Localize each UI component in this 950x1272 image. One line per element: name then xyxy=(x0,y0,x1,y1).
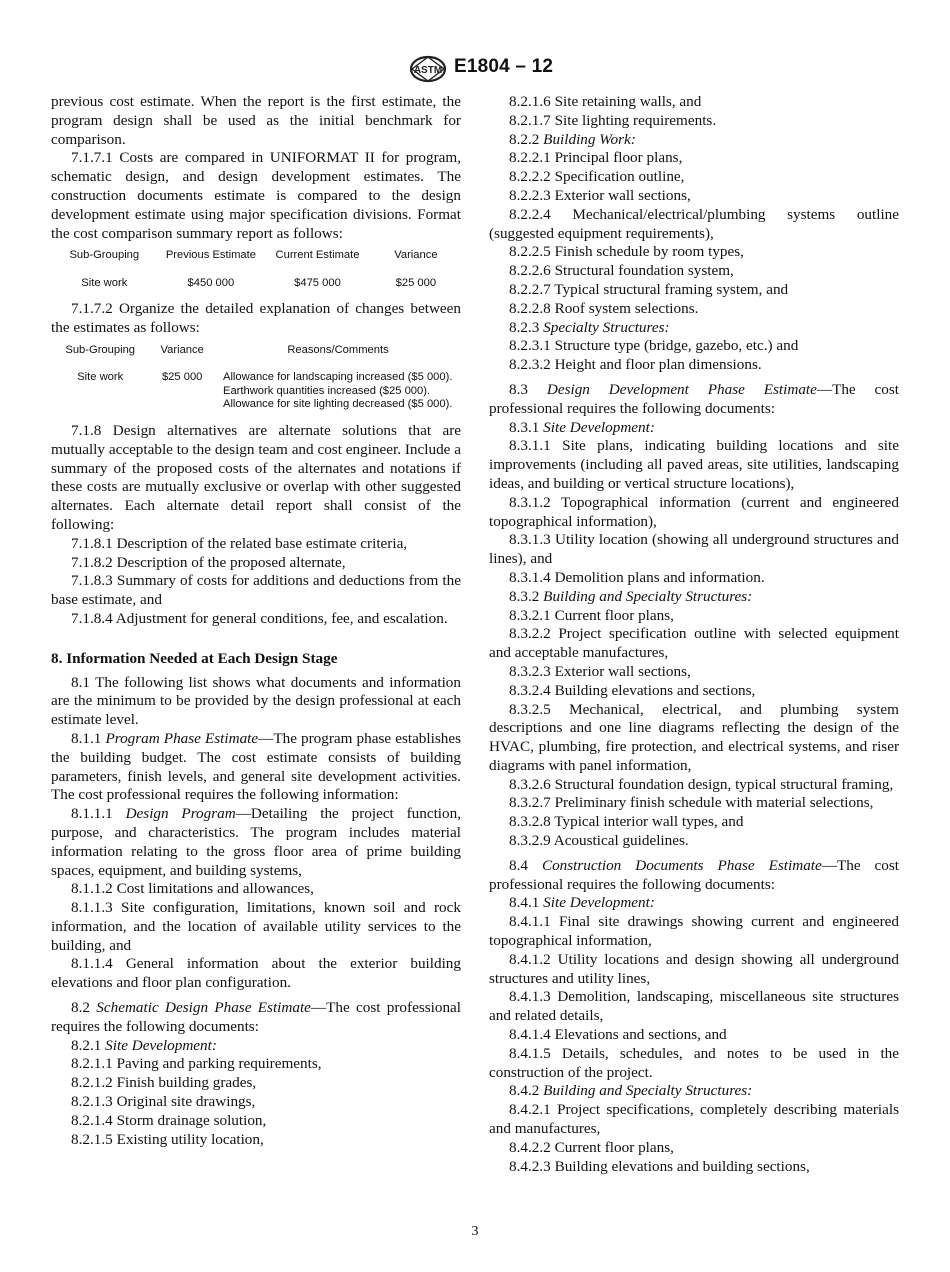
paragraph: 8.4.1.2 Utility locations and design showing all underground structures and utility lines, xyxy=(489,950,899,987)
paragraph: 8.3.1.2 Topographical information (current and engineered topographical information), xyxy=(489,493,899,530)
clause-title: Construction Documents Phase Estimate xyxy=(541,856,822,874)
clause-number: 8.4.2 xyxy=(509,1082,540,1100)
paragraph xyxy=(489,894,899,913)
paragraph: 8.2.2.5 Finish schedule by room types, xyxy=(509,243,744,261)
clause-number: 8.4 xyxy=(509,856,528,874)
paragraph: 7.1.7.2 Organize the detailed explanation of changes between the estimates as follows: xyxy=(51,300,461,337)
paragraph: 8.2.1.3 Original site drawings, xyxy=(71,1093,256,1111)
paragraph: 8.2.2.4 Mechanical/electrical/plumbing systems outline (suggested equipment requirements), xyxy=(489,205,899,242)
paragraph xyxy=(51,730,461,805)
table-cell: Site work xyxy=(81,276,128,289)
table-cell: Allowance for landscaping increased ($5 000). Earthwork quantities increased ($25 000). Allowance for site lighting decreased ($5 000). xyxy=(222,371,453,411)
cost-comparison-summary-table xyxy=(51,247,461,294)
left-column xyxy=(51,93,461,1149)
document-designation: E1804 – 12 xyxy=(454,56,554,77)
column-header: Previous Estimate xyxy=(165,249,256,262)
column-header: Reasons/Comments xyxy=(287,343,389,356)
paragraph: 8.2.2.6 Structural foundation system, xyxy=(509,262,734,280)
clause-title: Program Phase Estimate xyxy=(105,729,259,747)
paragraph xyxy=(489,857,899,895)
paragraph xyxy=(489,419,899,438)
paragraph: 8.4.1.4 Elevations and sections, and xyxy=(509,1026,727,1044)
paragraph: 8.4.1.5 Details, schedules, and notes to be used in the construction of the project. xyxy=(489,1044,899,1081)
paragraph: 8.2.3.1 Structure type (bridge, gazebo, etc.) and xyxy=(509,337,799,355)
clause-text: —The program phase establishes the building budget. The cost estimate consists of building parameters, finish levels, and general site development activities. The cost professional requires the following information: xyxy=(51,729,461,804)
paragraph: 7.1.8.2 Description of the proposed alternate, xyxy=(71,553,346,571)
table-cell: $450 000 xyxy=(187,276,235,289)
clause-text: —The cost professional requires the following documents: xyxy=(51,999,462,1035)
paragraph: 8.2.3.2 Height and floor plan dimensions. xyxy=(509,356,762,374)
right-column xyxy=(489,93,899,1176)
clause-text: —The cost professional requires the following documents: xyxy=(489,856,899,893)
paragraph: 8.4.1.1 Final site drawings showing current and engineered topographical information, xyxy=(489,913,899,950)
paragraph: 8.2.1.6 Site retaining walls, and xyxy=(509,93,702,110)
table-cell: $25 000 xyxy=(395,276,437,289)
paragraph xyxy=(489,319,899,338)
paragraph: previous cost estimate. When the report is the first estimate, the program design shall be used as the initial benchmark for comparison. xyxy=(51,93,461,148)
clause-text: —The cost professional requires the following documents: xyxy=(489,380,900,417)
paragraph xyxy=(51,805,461,880)
paragraph: 8.2.2.8 Roof system selections. xyxy=(509,299,699,317)
paragraph: 8.3.2.8 Typical interior wall types, and xyxy=(509,813,744,831)
paragraph: 8.2.1.2 Finish building grades, xyxy=(71,1074,257,1092)
paragraph: 7.1.8.4 Adjustment for general conditions, fee, and escalation. xyxy=(71,609,448,627)
table-cell: Site work xyxy=(77,371,124,384)
clause-title: Site Development: xyxy=(543,894,655,912)
paragraph: 8.3.1.1 Site plans, indicating building locations and site improvements (including all paved areas, site utilities, landscaping ideas, and building or vertical structure locations), xyxy=(489,437,899,492)
clause-number: 8.2.2 xyxy=(509,130,540,148)
clause-number: 8.3 xyxy=(509,380,528,398)
clause-title: Site Development: xyxy=(543,418,655,436)
column-header: Current Estimate xyxy=(275,249,360,262)
astm-logo-icon xyxy=(408,54,448,84)
paragraph: 8.3.1.3 Utility location (showing all underground structures and lines), and xyxy=(489,531,899,568)
paragraph: 7.1.8.3 Summary of costs for additions and deductions from the base estimate, and xyxy=(51,572,461,609)
section-heading: 8. Information Needed at Each Design Stage xyxy=(51,649,338,667)
paragraph: 8.4.2.3 Building elevations and building sections, xyxy=(509,1157,810,1175)
paragraph: 8.4.2.2 Current floor plans, xyxy=(509,1138,674,1156)
paragraph xyxy=(51,1037,461,1056)
clause-title: Design Program xyxy=(125,805,236,823)
column-header: Variance xyxy=(394,249,438,262)
column-header: Sub-Grouping xyxy=(65,343,136,356)
paragraph: 8.2.2.7 Typical structural framing system, and xyxy=(509,280,789,298)
clause-number: 8.2 xyxy=(71,999,90,1017)
table-row xyxy=(51,369,461,416)
clause-number: 8.1.1 xyxy=(71,729,102,747)
paragraph: 8.1.1.4 General information about the exterior building elevations and floor plan configuration. xyxy=(51,955,461,992)
column-header: Variance xyxy=(160,343,204,356)
clause-title: Specialty Structures: xyxy=(543,318,670,336)
clause-number: 8.2.3 xyxy=(509,318,540,336)
paragraph: 8.2.1.1 Paving and parking requirements, xyxy=(71,1055,322,1073)
page-header xyxy=(0,52,950,86)
clause-title: Site Development: xyxy=(105,1036,217,1054)
table-header-row xyxy=(51,342,461,370)
clause-number: 8.4.1 xyxy=(509,894,540,912)
svg-text:ASTM: ASTM xyxy=(413,65,443,76)
paragraph: 7.1.7.1 Costs are compared in UNIFORMAT II for program, schematic design, and design development estimates. The construction documents estimate is compared to the design development estimate using major specification divisions. Format the cost comparison summary report as follows: xyxy=(51,149,461,242)
paragraph: 8.3.2.5 Mechanical, electrical, and plumbing system descriptions and one line diagrams reflecting the design of the HVAC, plumbing, fire protection, and electrical systems, and riser diagrams with panel information, xyxy=(489,700,899,774)
clause-number: 8.2.1 xyxy=(71,1036,102,1054)
paragraph: 7.1.8 Design alternatives are alternate solutions that are mutually acceptable to the design team and cost engineer. Include a summary of the proposed costs of the alternates and notations if these costs are mutually exclusive or overlap with other suggested alternates. Each alternate detail report shall consist of the following: xyxy=(51,421,461,533)
detailed-changes-table xyxy=(51,342,461,416)
paragraph: 8.2.2.1 Principal floor plans, xyxy=(509,149,683,167)
paragraph xyxy=(51,999,461,1037)
paragraph: 8.1.1.3 Site configuration, limitations, known soil and rock information, and the location of available utility services to the building, and xyxy=(51,899,461,954)
clause-title: Building Work: xyxy=(543,130,636,148)
paragraph: 8.2.1.4 Storm drainage solution, xyxy=(71,1111,267,1129)
paragraph: 8.3.2.2 Project specification outline with selected equipment and acceptable manufactures, xyxy=(489,625,899,662)
paragraph: 8.3.1.4 Demolition plans and information. xyxy=(509,568,765,586)
paragraph: 8.3.2.3 Exterior wall sections, xyxy=(509,662,691,680)
column-header: Sub-Grouping xyxy=(69,249,140,262)
paragraph: 8.3.2.4 Building elevations and sections, xyxy=(509,681,756,699)
paragraph: 8.4.1.3 Demolition, landscaping, miscellaneous site structures and related details, xyxy=(489,988,899,1025)
paragraph: 8.3.2.7 Preliminary finish schedule with material selections, xyxy=(509,794,874,812)
paragraph: 8.4.2.1 Project specifications, completely describing materials and manufactures, xyxy=(489,1101,899,1138)
clause-title: Building and Specialty Structures: xyxy=(543,587,753,605)
clause-title: Design Development Phase Estimate xyxy=(546,380,817,398)
clause-number: 8.1.1.1 xyxy=(71,805,113,823)
paragraph xyxy=(489,588,899,607)
table-header-row xyxy=(51,247,461,275)
clause-number: 8.3.1 xyxy=(509,418,540,436)
paragraph: 8.2.2.3 Exterior wall sections, xyxy=(509,186,691,204)
paragraph: 8.3.2.9 Acoustical guidelines. xyxy=(509,832,689,850)
paragraph: 8.1.1.2 Cost limitations and allowances, xyxy=(71,880,314,898)
paragraph: 8.3.2.6 Structural foundation design, typical structural framing, xyxy=(509,775,894,793)
clause-title: Schematic Design Phase Estimate xyxy=(96,999,311,1017)
paragraph xyxy=(489,1082,899,1101)
paragraph: 8.2.1.7 Site lighting requirements. xyxy=(509,111,717,129)
paragraph: 8.3.2.1 Current floor plans, xyxy=(509,606,674,624)
paragraph xyxy=(489,381,899,419)
table-row xyxy=(51,275,461,295)
paragraph: 8.2.2.2 Specification outline, xyxy=(509,168,685,186)
clause-text: —Detailing the project function, purpose, and characteristics. The program includes material information relating to the gross floor area of prime building spaces, equipment, and building systems, xyxy=(51,805,461,879)
table-cell: $25 000 xyxy=(161,371,203,384)
paragraph: 7.1.8.1 Description of the related base estimate criteria, xyxy=(71,534,408,552)
paragraph: 8.2.1.5 Existing utility location, xyxy=(71,1130,264,1148)
table-cell: $475 000 xyxy=(294,276,341,289)
clause-title: Building and Specialty Structures: xyxy=(543,1082,753,1100)
page-number: 3 xyxy=(471,1224,479,1239)
clause-number: 8.3.2 xyxy=(509,587,540,605)
paragraph: 8.1 The following list shows what documents and information are the minimum to be provided by the design professional at each estimate level. xyxy=(51,673,461,729)
paragraph xyxy=(489,131,899,150)
